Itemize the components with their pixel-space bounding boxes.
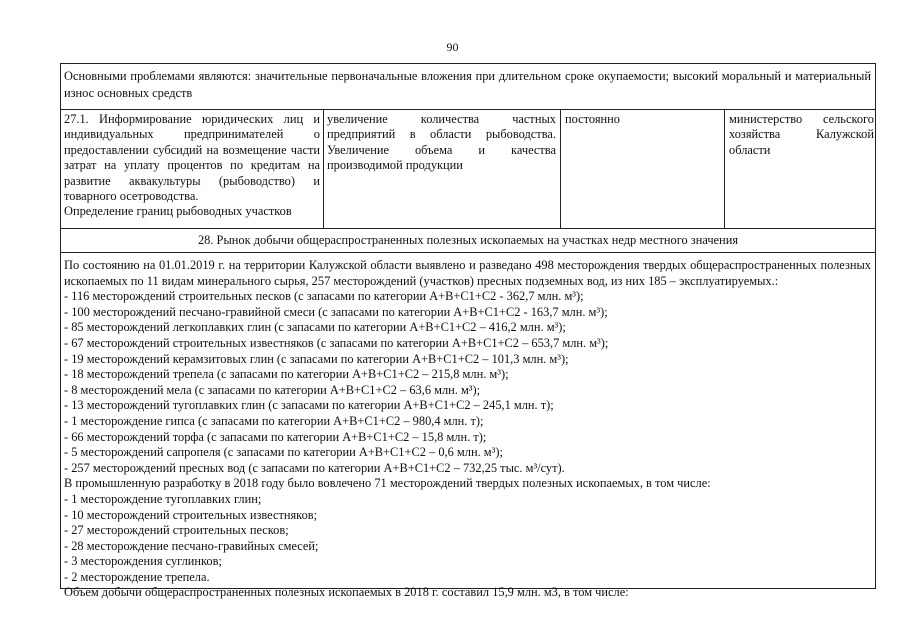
list-item: - 19 месторождений керамзитовых глин (с запасами по категории А+В+С1+С2 – 101,3 млн. м³); <box>64 351 569 366</box>
list-item: - 10 месторождений строительных известняков; <box>64 507 318 522</box>
measure-action-extra: Определение границ рыбоводных участков <box>64 204 292 219</box>
measure-action-cell <box>61 110 324 228</box>
list-item: - 5 месторождений сапропеля (с запасами по категории А+В+С1+С2 – 0,6 млн. м³); <box>64 445 503 460</box>
list-item: - 28 месторождение песчано-гравийных смесей; <box>64 538 319 553</box>
list-item: - 27 месторождений строительных песков; <box>64 523 289 538</box>
section-body <box>61 253 875 600</box>
measure-row <box>61 110 875 229</box>
list-item: - 66 месторождений торфа (с запасами по категории А+В+С1+С2 – 15,8 млн. т); <box>64 429 487 444</box>
volume-text: Объем добычи общераспространенных полезных ископаемых в 2018 г. составил 15,9 млн. м3, в том числе: <box>64 585 629 600</box>
measure-result: увеличение количества частных предприятий в области рыбоводства. Увеличение объема и качества производимой продукции <box>327 112 556 173</box>
list-item: - 18 месторождений трепела (с запасами по категории А+В+С1+С2 – 215,8 млн. м³); <box>64 367 509 382</box>
list-item: - 2 месторождение трепела. <box>64 569 210 584</box>
list-item: - 100 месторождений песчано-гравийной смеси (с запасами по категории А+В+С1+С2 - 163,7 млн. м³); <box>64 304 608 319</box>
measure-responsible-cell <box>725 110 877 228</box>
page-number: 90 <box>446 40 459 54</box>
list-item: - 3 месторождения суглинков; <box>64 554 222 569</box>
measure-action: 27.1. Информирование юридических лиц и индивидуальных предпринимателей о предоставлении субсидий на возмещение части затрат на уплату процентов по кредитам на развитие аквакультуры (рыбоводство) и товарного осетроводства. <box>64 112 320 204</box>
section-heading: 28. Рынок добычи общераспространенных полезных ископаемых на участках недр местного значения <box>197 233 739 247</box>
development-intro: В промышленную разработку в 2018 году было вовлечено 71 месторождений твердых полезных ископаемых, в том числе: <box>64 476 711 491</box>
list-item: - 8 месторождений мела (с запасами по категории А+В+С1+С2 – 63,6 млн. м³); <box>64 382 481 397</box>
list-item: - 67 месторождений строительных известняков (с запасами по категории А+В+С1+С2 – 653,7 млн. м³); <box>64 335 609 350</box>
measure-responsible: министерство сельского хозяйства Калужской области <box>729 112 874 157</box>
list-item: - 257 месторождений пресных вод (с запасами по категории А+В+С1+С2 – 732,25 тыс. м³/сут). <box>64 460 565 475</box>
intro-paragraph: По состоянию на 01.01.2019 г. на территории Калужской области выявлено и разведано 498 месторождения твердых общераспространенных полезных ископаемых по 11 видам минерального сырья, 257 месторождений (участков) пресных подземных вод, из них 185 – эксплуатируемых.: <box>64 258 871 288</box>
list-item: - 1 месторождение гипса (с запасами по категории А+В+С1+С2 – 980,4 млн. т); <box>64 413 484 428</box>
list-item: - 116 месторождений строительных песков (с запасами по категории А+В+С1+С2 - 362,7 млн. м³); <box>64 289 584 304</box>
development-list <box>64 492 871 586</box>
measure-term-cell <box>561 110 725 228</box>
deposit-list <box>64 289 871 476</box>
measure-term: постоянно <box>565 112 621 126</box>
program-table <box>60 63 876 600</box>
problems-row <box>61 64 875 110</box>
measure-result-cell <box>324 110 561 228</box>
section-heading-row <box>61 229 875 253</box>
list-item: - 85 месторождений легкоплавких глин (с запасами по категории А+В+С1+С2 – 416,2 млн. м³); <box>64 320 566 335</box>
list-item: - 13 месторождений тугоплавких глин (с запасами по категории А+В+С1+С2 – 245,1 млн. т); <box>64 398 554 413</box>
list-item: - 1 месторождение тугоплавких глин; <box>64 491 262 506</box>
problems-text: Основными проблемами являются: значительные первоначальные вложения при длительном сроке окупаемости; высокий моральный и материальный износ основных средств <box>64 69 871 100</box>
